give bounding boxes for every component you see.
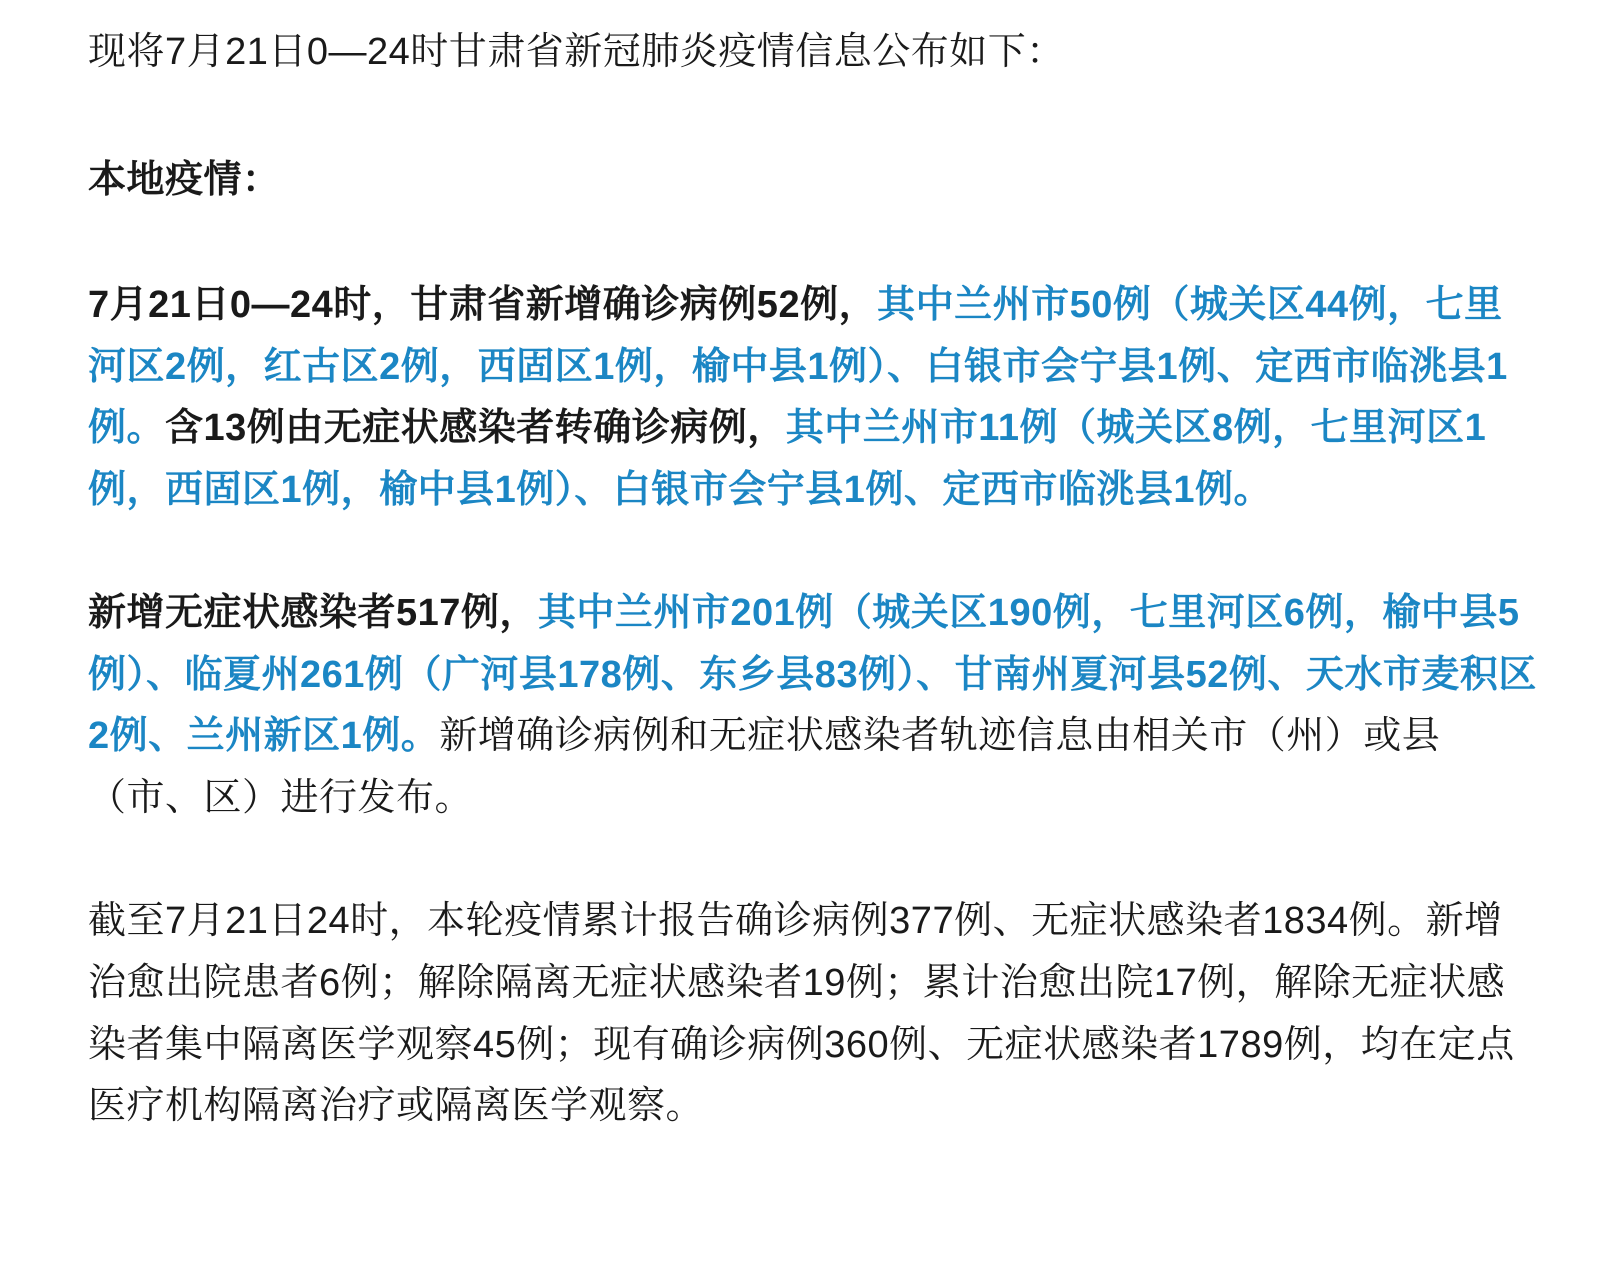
confirmed-cases-paragraph [88, 275, 1537, 521]
cumulative-statistics-paragraph: 截至7月21日24时，本轮疫情累计报告确诊病例377例、无症状感染者1834例。新增治愈出院患者6例；解除隔离无症状感染者19例；累计治愈出院17例，解除无症状感染者集中隔离医学观察45例；现有确诊病例360例、无症状感染者1789例，均在定点医疗机构隔离治疗或隔离医学观察。 [88, 900, 1515, 1128]
converted-intro-text: 含13例由无症状感染者转确诊病例， [165, 407, 786, 450]
confirmed-breakdown-highlight: 其中兰州市50例（城关区44例，七里河区2例，红古区2例，西固区1例，榆中县1例）、白银市会宁县1例、定西市临洮县1例。 [88, 284, 1508, 450]
asymptomatic-breakdown-highlight: 其中兰州市201例（城关区190例，七里河区6例，榆中县5例）、临夏州261例（广河县178例、东乡县83例）、甘南州夏河县52例、天水市麦积区2例、兰州新区1例。 [88, 592, 1537, 758]
asymptomatic-intro-text: 新增无症状感染者517例， [88, 592, 538, 635]
converted-breakdown-highlight: 其中兰州市11例（城关区8例，七里河区1例，西固区1例，榆中县1例）、白银市会宁县1例、定西市临洮县1例。 [88, 407, 1487, 511]
lead-paragraph: 现将7月21日0—24时甘肃省新冠肺炎疫情信息公布如下： [88, 31, 1065, 73]
section-heading-local-epidemic: 本地疫情： [88, 158, 281, 201]
trace-info-note: 新增确诊病例和无症状感染者轨迹信息由相关市（州）或县（市、区）进行发布。 [88, 715, 1441, 819]
confirmed-intro-text: 7月21日0—24时，甘肃省新增确诊病例52例， [88, 284, 878, 327]
asymptomatic-cases-paragraph [88, 583, 1537, 829]
